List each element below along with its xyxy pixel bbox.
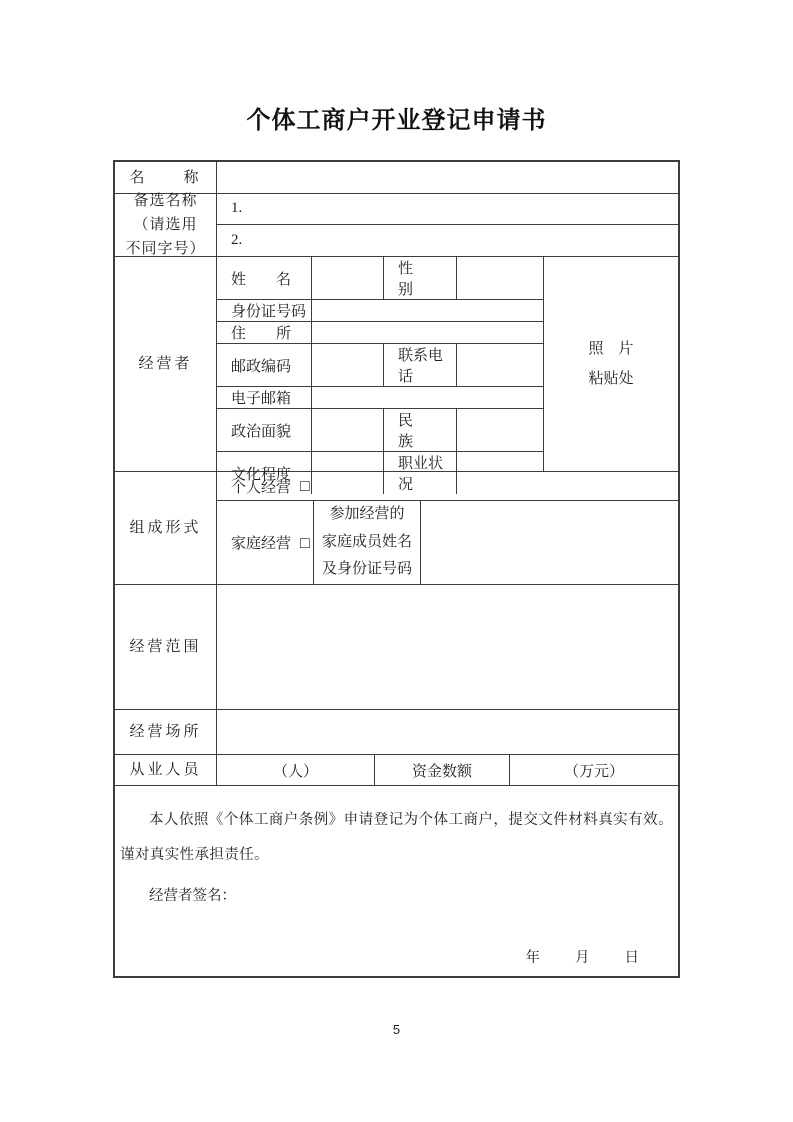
business-scope-cell[interactable]: [217, 585, 678, 709]
alt-name-section: [115, 194, 678, 257]
individual-operation-checkbox[interactable]: □: [300, 478, 310, 495]
operator-name-row: [217, 257, 543, 300]
composition-section: [115, 472, 678, 585]
photo-label-line1: 照 片: [588, 341, 634, 357]
residence-row: [217, 322, 543, 344]
photo-paste-area: [543, 257, 678, 471]
alt-name-label: [115, 194, 217, 256]
postcode-row: [217, 344, 543, 387]
family-operation-checkbox[interactable]: □: [300, 534, 310, 552]
residence-cell[interactable]: [312, 322, 543, 343]
signature-label[interactable]: 经营者签名：: [149, 887, 236, 904]
declaration-section: [115, 786, 678, 976]
id-number-label: 身份证号码: [217, 300, 312, 321]
individual-operation-label: 个人经营: [231, 479, 292, 496]
operator-label: 经营者: [115, 257, 217, 471]
employees-unit-cell[interactable]: （人）: [217, 755, 375, 785]
family-members-label-line3: 及身份证号码: [321, 561, 412, 578]
business-premises-cell[interactable]: [217, 710, 678, 754]
ethnicity-cell[interactable]: [457, 409, 543, 451]
composition-label: 组成形式: [115, 472, 217, 584]
alt-name-label-line2: （请选用: [133, 217, 198, 233]
family-members-label-line2: 家庭成员姓名: [321, 533, 412, 550]
id-number-row: [217, 300, 543, 322]
phone-label: 联系电话: [384, 344, 457, 386]
education-label: 文化程度: [217, 452, 312, 494]
family-operation-cell: [217, 501, 314, 584]
declaration-text: 本人依照《个体工商户条例》申请登记为个体工商户，提交文件材料真实有效。谨对真实性承担责任。: [120, 812, 673, 863]
ethnicity-label: 民 族: [384, 409, 457, 451]
alt-name-label-line1: 备选名称: [133, 193, 198, 209]
operator-name-cell[interactable]: [312, 257, 384, 299]
capital-label: 资金数额: [375, 755, 510, 785]
occupation-label: 职业状况: [384, 452, 457, 494]
political-status-cell[interactable]: [312, 409, 384, 451]
document-title: 个体工商户开业登记申请书: [246, 107, 547, 134]
alt-name-label-line3: 不同字号）: [125, 241, 206, 257]
family-members-label-line1: 参加经营的: [329, 505, 405, 522]
email-label: 电子邮箱: [217, 387, 312, 408]
family-members-label: [314, 501, 421, 584]
alt-name-option-1[interactable]: [217, 194, 678, 225]
email-cell[interactable]: [312, 387, 543, 408]
email-row: [217, 387, 543, 409]
gender-label: 性 别: [384, 257, 457, 299]
alt-name-option-2-prefix: 2.: [231, 231, 243, 248]
name-value-cell[interactable]: [217, 162, 678, 193]
business-premises-label: 经营场所: [115, 710, 217, 754]
capital-unit-cell[interactable]: （万元）: [563, 763, 624, 780]
operator-name-label: 姓 名: [217, 257, 312, 299]
postcode-cell[interactable]: [312, 344, 384, 386]
individual-operation-row: [217, 472, 678, 501]
alt-name-option-2[interactable]: [217, 225, 678, 256]
political-status-label: 政治面貌: [217, 409, 312, 451]
political-status-row: [217, 409, 543, 452]
registration-form-table: [113, 160, 680, 978]
alt-name-option-1-prefix: 1.: [231, 200, 243, 217]
family-operation-label: 家庭经营: [231, 536, 292, 552]
page-number: 5: [392, 1022, 401, 1037]
employees-label: 从业人员: [115, 755, 217, 785]
employees-row: [115, 755, 678, 786]
phone-cell[interactable]: [457, 344, 543, 386]
business-premises-row: [115, 710, 678, 755]
name-label: 名 称: [115, 162, 217, 193]
business-scope-label: 经营范围: [115, 585, 217, 709]
family-members-cell[interactable]: [421, 501, 678, 584]
name-row: [115, 162, 678, 194]
date-line: 年 月 日: [525, 950, 641, 966]
postcode-label: 邮政编码: [217, 344, 312, 386]
id-number-cell[interactable]: [312, 300, 543, 321]
photo-label-line2: 粘贴处: [588, 371, 634, 387]
business-scope-row: [115, 585, 678, 710]
family-operation-row: [217, 501, 678, 584]
gender-cell[interactable]: [457, 257, 543, 299]
residence-label: 住 所: [217, 322, 312, 343]
